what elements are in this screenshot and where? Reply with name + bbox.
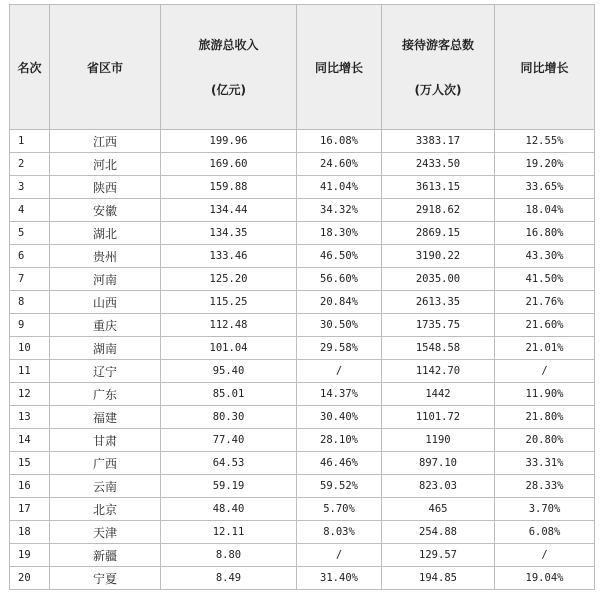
- cell-rank: 18: [10, 521, 50, 544]
- cell-income-growth: 16.08%: [297, 130, 382, 153]
- cell-visitors-growth: 33.65%: [495, 176, 595, 199]
- header-province: 省区市: [50, 5, 161, 130]
- table-row: [10, 567, 595, 590]
- header-visitors-unit: (万人次): [414, 83, 462, 97]
- cell-province: 福建: [50, 406, 161, 429]
- cell-province: 陕西: [50, 176, 161, 199]
- cell-rank: 7: [10, 268, 50, 291]
- cell-income: 85.01: [161, 383, 297, 406]
- cell-income: 169.60: [161, 153, 297, 176]
- cell-income-growth: 14.37%: [297, 383, 382, 406]
- header-rank: 名次: [10, 5, 50, 130]
- table-row: [10, 337, 595, 360]
- table-row: [10, 245, 595, 268]
- table-row: [10, 360, 595, 383]
- cell-visitors-growth: 41.50%: [495, 268, 595, 291]
- cell-province: 辽宁: [50, 360, 161, 383]
- cell-rank: 13: [10, 406, 50, 429]
- cell-visitors-growth: 21.80%: [495, 406, 595, 429]
- cell-income: 125.20: [161, 268, 297, 291]
- cell-income-growth: 30.40%: [297, 406, 382, 429]
- cell-income: 112.48: [161, 314, 297, 337]
- cell-visitors: 2918.62: [382, 199, 495, 222]
- cell-income: 80.30: [161, 406, 297, 429]
- cell-rank: 3: [10, 176, 50, 199]
- table-row: [10, 268, 595, 291]
- cell-rank: 19: [10, 544, 50, 567]
- cell-income: 101.04: [161, 337, 297, 360]
- cell-income: 12.11: [161, 521, 297, 544]
- cell-visitors-growth: 16.80%: [495, 222, 595, 245]
- cell-province: 重庆: [50, 314, 161, 337]
- cell-income-growth: /: [297, 360, 382, 383]
- cell-visitors: 2613.35: [382, 291, 495, 314]
- cell-rank: 11: [10, 360, 50, 383]
- table-row: [10, 406, 595, 429]
- cell-province: 甘肃: [50, 429, 161, 452]
- header-income-growth: 同比增长: [297, 5, 382, 130]
- table-row: [10, 452, 595, 475]
- cell-visitors-growth: 6.08%: [495, 521, 595, 544]
- table-row: [10, 383, 595, 406]
- header-visitors-title: 接待游客总数: [401, 38, 474, 52]
- cell-income: 8.80: [161, 544, 297, 567]
- cell-rank: 6: [10, 245, 50, 268]
- cell-visitors: 465: [382, 498, 495, 521]
- table-body: [10, 130, 595, 590]
- table-header: [10, 5, 595, 130]
- cell-province: 新疆: [50, 544, 161, 567]
- cell-income-growth: 34.32%: [297, 199, 382, 222]
- cell-visitors-growth: 19.20%: [495, 153, 595, 176]
- cell-province: 湖北: [50, 222, 161, 245]
- cell-visitors-growth: /: [495, 544, 595, 567]
- table-row: [10, 544, 595, 567]
- cell-income-growth: 31.40%: [297, 567, 382, 590]
- cell-visitors: 3190.22: [382, 245, 495, 268]
- table-row: [10, 429, 595, 452]
- cell-visitors-growth: 21.60%: [495, 314, 595, 337]
- cell-rank: 9: [10, 314, 50, 337]
- cell-income-growth: 28.10%: [297, 429, 382, 452]
- cell-income: 8.49: [161, 567, 297, 590]
- table-row: [10, 176, 595, 199]
- cell-visitors: 194.85: [382, 567, 495, 590]
- cell-rank: 12: [10, 383, 50, 406]
- cell-province: 安徽: [50, 199, 161, 222]
- cell-province: 河南: [50, 268, 161, 291]
- cell-visitors: 823.03: [382, 475, 495, 498]
- cell-rank: 5: [10, 222, 50, 245]
- cell-visitors: 1101.72: [382, 406, 495, 429]
- cell-income-growth: 56.60%: [297, 268, 382, 291]
- cell-visitors-growth: 11.90%: [495, 383, 595, 406]
- cell-rank: 2: [10, 153, 50, 176]
- cell-income: 48.40: [161, 498, 297, 521]
- cell-visitors: 2433.50: [382, 153, 495, 176]
- cell-rank: 17: [10, 498, 50, 521]
- cell-income: 64.53: [161, 452, 297, 475]
- header-visitors: [382, 5, 495, 130]
- cell-income: 59.19: [161, 475, 297, 498]
- cell-income: 134.35: [161, 222, 297, 245]
- table-row: [10, 291, 595, 314]
- cell-income: 134.44: [161, 199, 297, 222]
- cell-income-growth: 5.70%: [297, 498, 382, 521]
- cell-province: 天津: [50, 521, 161, 544]
- cell-income-growth: 59.52%: [297, 475, 382, 498]
- cell-rank: 1: [10, 130, 50, 153]
- cell-province: 北京: [50, 498, 161, 521]
- cell-income-growth: 46.46%: [297, 452, 382, 475]
- cell-province: 云南: [50, 475, 161, 498]
- cell-visitors: 3613.15: [382, 176, 495, 199]
- cell-rank: 4: [10, 199, 50, 222]
- cell-rank: 15: [10, 452, 50, 475]
- cell-income-growth: 41.04%: [297, 176, 382, 199]
- cell-visitors-growth: 18.04%: [495, 199, 595, 222]
- cell-visitors: 897.10: [382, 452, 495, 475]
- cell-province: 广东: [50, 383, 161, 406]
- cell-province: 贵州: [50, 245, 161, 268]
- cell-visitors-growth: 20.80%: [495, 429, 595, 452]
- cell-visitors: 1142.70: [382, 360, 495, 383]
- table-row: [10, 222, 595, 245]
- header-row: [10, 5, 595, 130]
- header-visitors-growth: 同比增长: [495, 5, 595, 130]
- cell-visitors-growth: 21.01%: [495, 337, 595, 360]
- cell-province: 山西: [50, 291, 161, 314]
- cell-income-growth: 24.60%: [297, 153, 382, 176]
- cell-visitors-growth: 19.04%: [495, 567, 595, 590]
- table-row: [10, 521, 595, 544]
- cell-visitors: 1548.58: [382, 337, 495, 360]
- cell-visitors-growth: 3.70%: [495, 498, 595, 521]
- cell-income: 95.40: [161, 360, 297, 383]
- cell-visitors-growth: 12.55%: [495, 130, 595, 153]
- tourism-ranking-table: [9, 4, 595, 590]
- cell-income-growth: /: [297, 544, 382, 567]
- table-row: [10, 314, 595, 337]
- cell-visitors: 2035.00: [382, 268, 495, 291]
- table-row: [10, 153, 595, 176]
- cell-income-growth: 46.50%: [297, 245, 382, 268]
- cell-rank: 8: [10, 291, 50, 314]
- cell-income: 159.88: [161, 176, 297, 199]
- cell-visitors: 1735.75: [382, 314, 495, 337]
- table-row: [10, 130, 595, 153]
- cell-income-growth: 20.84%: [297, 291, 382, 314]
- cell-rank: 20: [10, 567, 50, 590]
- cell-province: 河北: [50, 153, 161, 176]
- cell-income: 77.40: [161, 429, 297, 452]
- header-income: [161, 5, 297, 130]
- cell-rank: 10: [10, 337, 50, 360]
- cell-province: 宁夏: [50, 567, 161, 590]
- cell-visitors-growth: 33.31%: [495, 452, 595, 475]
- cell-province: 江西: [50, 130, 161, 153]
- cell-visitors: 2869.15: [382, 222, 495, 245]
- table-row: [10, 199, 595, 222]
- cell-visitors: 3383.17: [382, 130, 495, 153]
- cell-visitors-growth: /: [495, 360, 595, 383]
- cell-province: 广西: [50, 452, 161, 475]
- cell-visitors: 254.88: [382, 521, 495, 544]
- cell-visitors: 1190: [382, 429, 495, 452]
- table-row: [10, 475, 595, 498]
- cell-rank: 16: [10, 475, 50, 498]
- table-row: [10, 498, 595, 521]
- cell-rank: 14: [10, 429, 50, 452]
- header-income-unit: (亿元): [211, 83, 246, 97]
- cell-income: 133.46: [161, 245, 297, 268]
- cell-income-growth: 18.30%: [297, 222, 382, 245]
- cell-income: 115.25: [161, 291, 297, 314]
- cell-income-growth: 8.03%: [297, 521, 382, 544]
- cell-income: 199.96: [161, 130, 297, 153]
- cell-visitors-growth: 28.33%: [495, 475, 595, 498]
- cell-visitors: 129.57: [382, 544, 495, 567]
- cell-income-growth: 29.58%: [297, 337, 382, 360]
- cell-visitors: 1442: [382, 383, 495, 406]
- cell-visitors-growth: 43.30%: [495, 245, 595, 268]
- header-income-title: 旅游总收入: [198, 38, 259, 52]
- cell-income-growth: 30.50%: [297, 314, 382, 337]
- cell-province: 湖南: [50, 337, 161, 360]
- cell-visitors-growth: 21.76%: [495, 291, 595, 314]
